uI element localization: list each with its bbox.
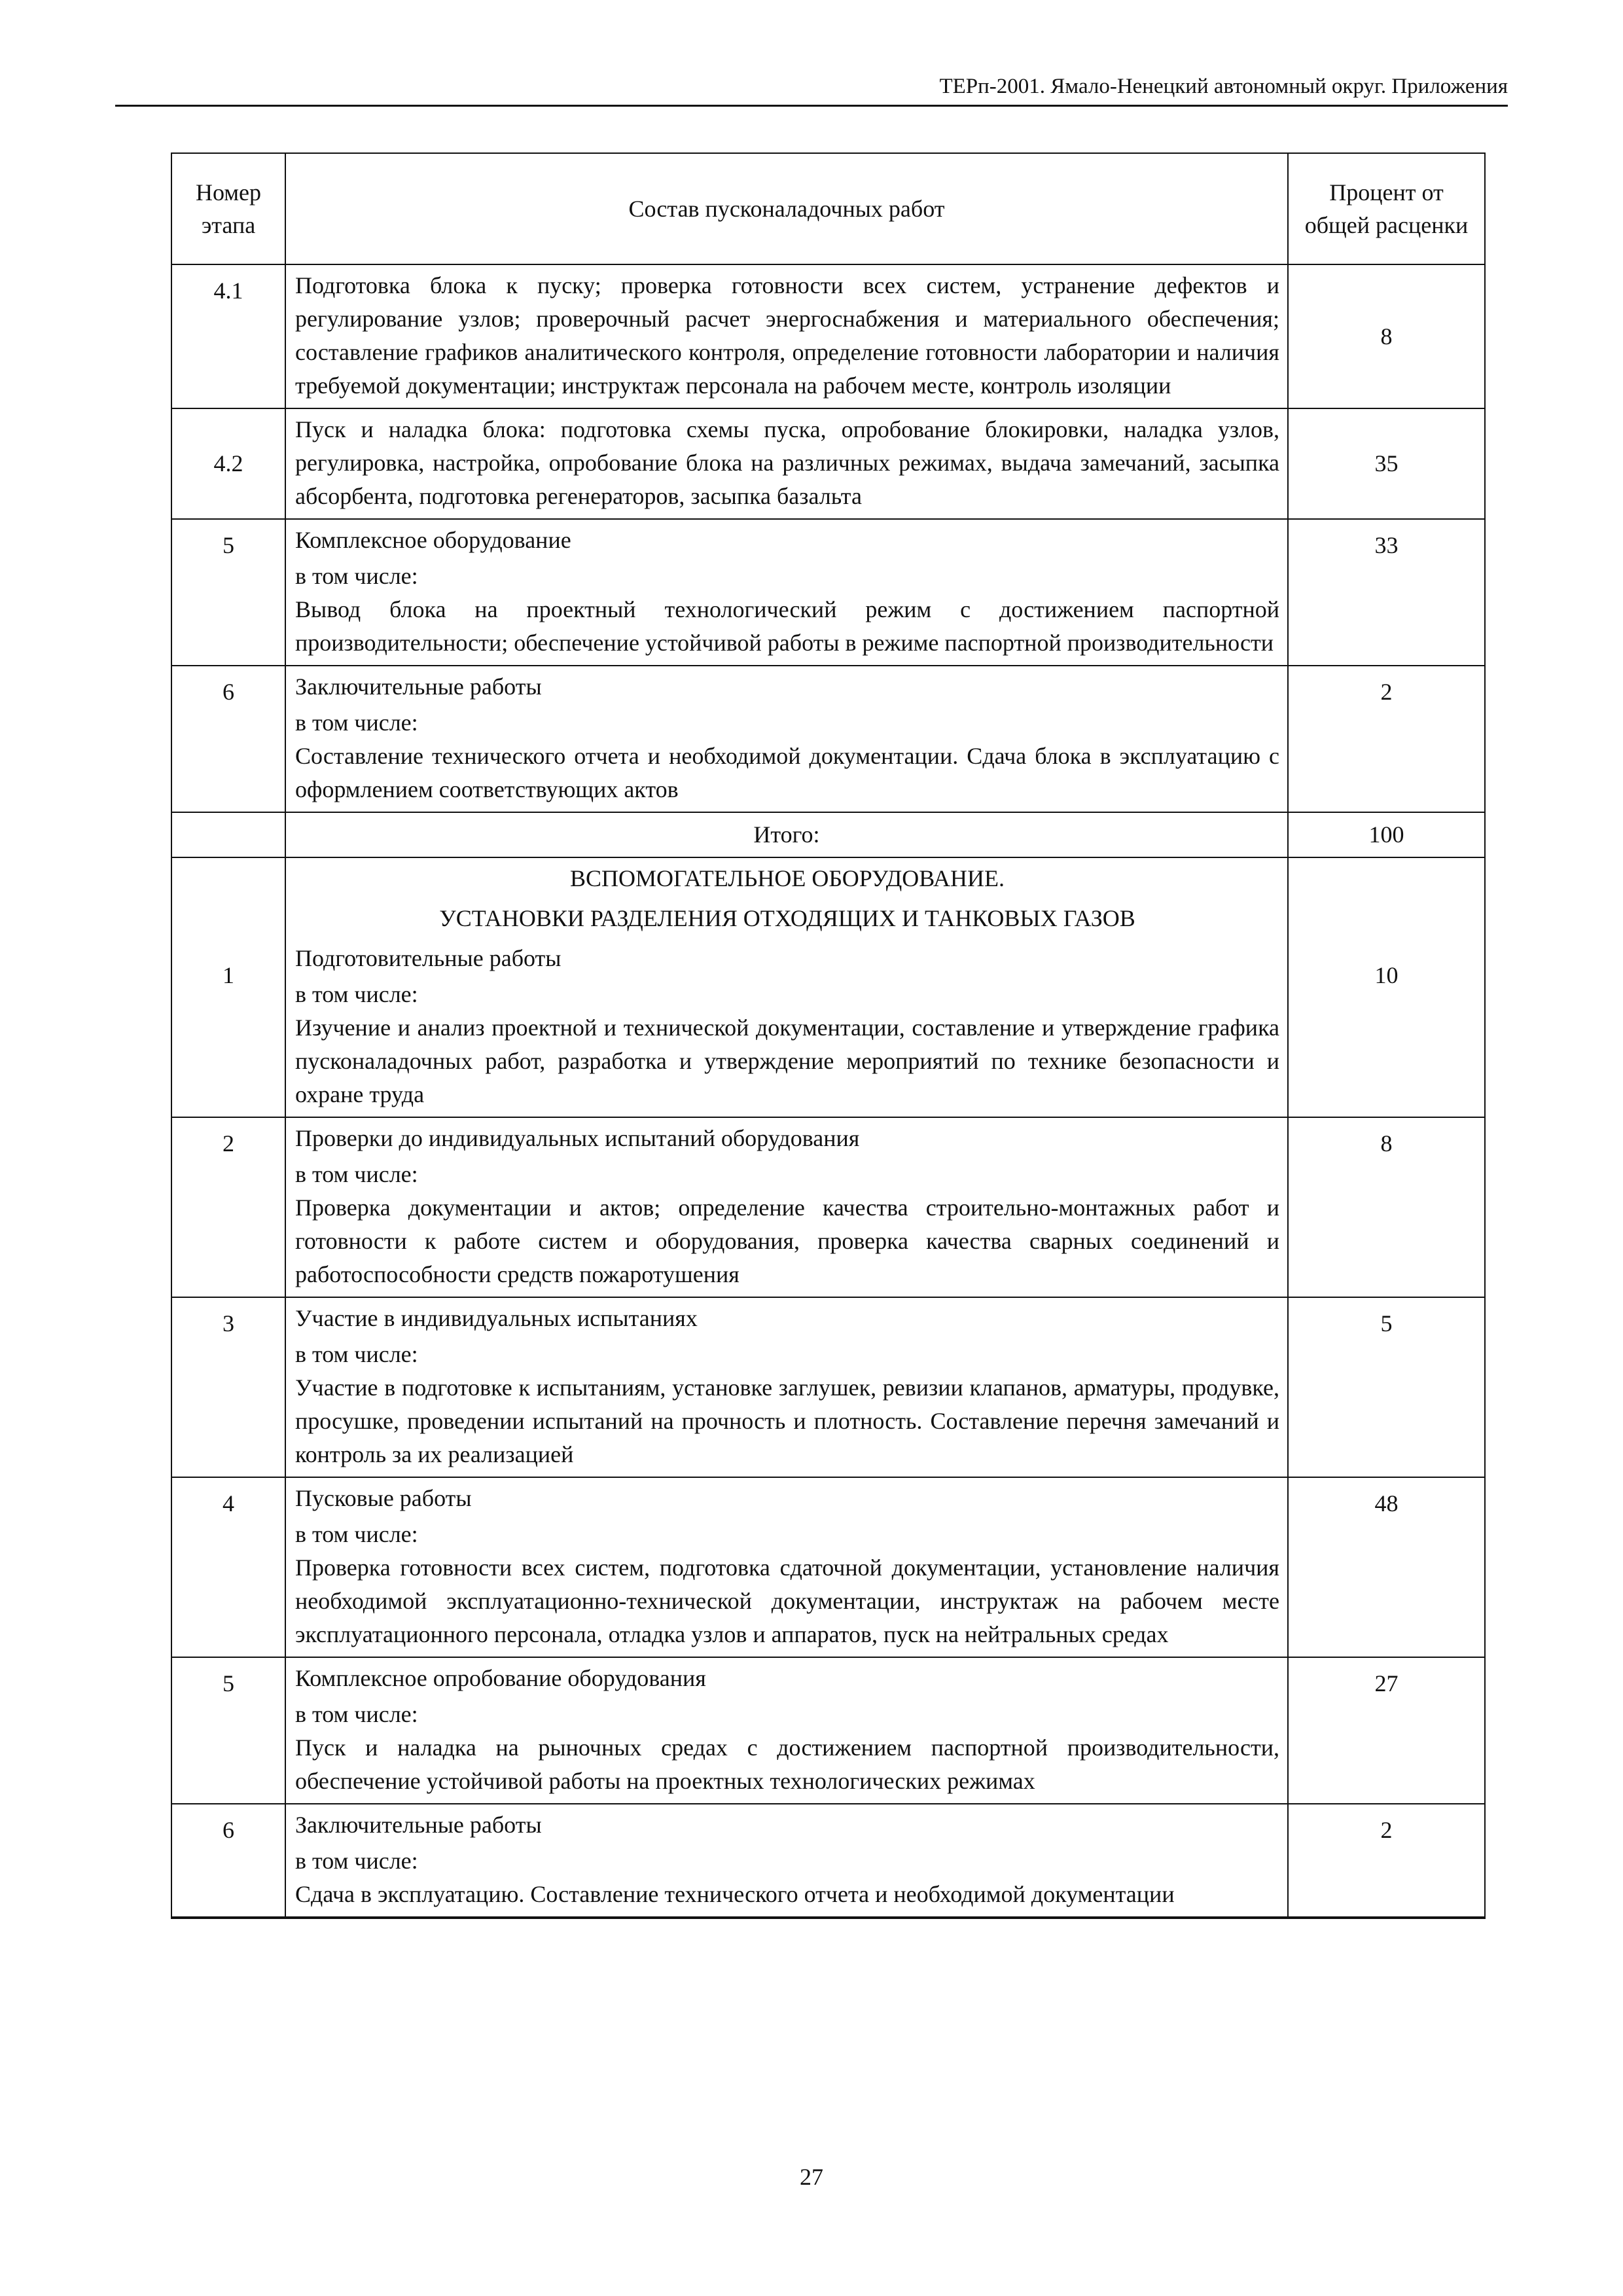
stage-body: Сдача в эксплуатацию. Составление технического отчета и необходимой документации — [295, 1881, 1175, 1907]
stage-body: Проверка готовности всех систем, подготовка сдаточной документации, установление наличия необходимой эксплуатационно-технической документации, инструктаж на рабочем месте эксплуатационного персонала, отладка узлов и аппаратов, пуск на нейтральных средах — [295, 1554, 1279, 1647]
stage-subtitle: в том числе: — [295, 1521, 418, 1547]
stage-body: Участие в подготовке к испытаниям, установке заглушек, ревизии клапанов, арматуры, продувке, просушке, проведении испытаний на прочность и плотность. Составление перечня замечаний и контроль за их реализацией — [295, 1374, 1279, 1467]
stage-subtitle: в том числе: — [295, 1701, 418, 1727]
stage-title: Подготовительные работы — [295, 945, 562, 971]
stage-percent: 2 — [1288, 1804, 1485, 1918]
stage-percent: 2 — [1288, 666, 1485, 812]
stage-body: Пуск и наладка на рыночных средах с достижением паспортной производительности, обеспечение устойчивой работы на проектных технологических режимах — [295, 1734, 1279, 1794]
stage-number: 5 — [171, 519, 285, 666]
stage-percent: 35 — [1288, 408, 1485, 519]
stage-description — [285, 1477, 1288, 1657]
table-row — [171, 1657, 1485, 1804]
total-empty-cell — [171, 812, 285, 857]
total-value: 100 — [1288, 812, 1485, 857]
table-row — [171, 1477, 1485, 1657]
stage-subtitle: в том числе: — [295, 709, 418, 736]
stage-percent: 5 — [1288, 1297, 1485, 1477]
stage-description — [285, 1804, 1288, 1918]
stage-title: Участие в индивидуальных испытаниях — [295, 1305, 698, 1331]
stage-title: Заключительные работы — [295, 673, 542, 700]
stage-body: Вывод блока на проектный технологический режим с достижением паспортной производительности; обеспечение устойчивой работы в режиме паспортной производительности — [295, 596, 1279, 656]
stage-number: 6 — [171, 1804, 285, 1918]
stage-description — [285, 1657, 1288, 1804]
stage-description — [285, 857, 1288, 1117]
table-row — [171, 666, 1485, 812]
stage-description — [285, 666, 1288, 812]
stage-body: Составление технического отчета и необходимой документации. Сдача блока в эксплуатацию с оформлением соответствующих актов — [295, 743, 1279, 802]
table-row — [171, 1804, 1485, 1918]
stage-title: Заключительные работы — [295, 1812, 542, 1838]
stage-title: Комплексное опробование оборудования — [295, 1665, 706, 1691]
stage-title: Проверки до индивидуальных испытаний оборудования — [295, 1125, 860, 1151]
stage-description — [285, 519, 1288, 666]
table-row — [171, 519, 1485, 666]
stage-subtitle: в том числе: — [295, 563, 418, 589]
stage-number: 2 — [171, 1117, 285, 1297]
stage-body: Подготовка блока к пуску; проверка готовности всех систем, устранение дефектов и регулирование узлов; проверочный расчет энергоснабжения и материального обеспечения; составление графиков аналитического контроля, определение готовности лаборатории и наличия требуемой документации; инструктаж персонала на рабочем месте, контроль изоляции — [295, 272, 1279, 399]
stage-percent: 48 — [1288, 1477, 1485, 1657]
header-percent: Процент от общей расценки — [1288, 153, 1485, 264]
running-header — [115, 71, 1508, 107]
stage-number: 5 — [171, 1657, 285, 1804]
stage-subtitle: в том числе: — [295, 1341, 418, 1367]
stage-percent: 10 — [1288, 857, 1485, 1117]
stage-percent: 8 — [1288, 264, 1485, 408]
stage-body: Проверка документации и актов; определение качества строительно-монтажных работ и готовности к работе систем и оборудования, проверка качества сварных соединений и работоспособности средств пожаротушения — [295, 1194, 1279, 1287]
stage-number: 6 — [171, 666, 285, 812]
stage-title: Комплексное оборудование — [295, 527, 571, 553]
stage-description — [285, 1297, 1288, 1477]
stage-body: Изучение и анализ проектной и технической документации, составление и утверждение графика пусконаладочных работ, разработка и утверждение мероприятий по технике безопасности и охране труда — [295, 1014, 1279, 1107]
stage-description — [285, 1117, 1288, 1297]
stage-body: Пуск и наладка блока: подготовка схемы пуска, опробование блокировки, наладка узлов, регулировка, настройка, опробование блока на различных режимах, выдача замечаний, засыпка абсорбента, подготовка регенераторов, засыпка базальта — [295, 416, 1279, 509]
table-row — [171, 264, 1485, 408]
stage-subtitle: в том числе: — [295, 981, 418, 1007]
stage-subtitle: в том числе: — [295, 1161, 418, 1187]
total-row — [171, 812, 1485, 857]
table-row — [171, 1297, 1485, 1477]
stage-title: Пусковые работы — [295, 1485, 472, 1511]
stage-subtitle: в том числе: — [295, 1848, 418, 1874]
stage-description — [285, 408, 1288, 519]
stage-number: 1 — [171, 857, 285, 1117]
stage-number: 4 — [171, 1477, 285, 1657]
section-heading-line1: ВСПОМОГАТЕЛЬНОЕ ОБОРУДОВАНИЕ. — [569, 865, 1005, 891]
table-row — [171, 857, 1485, 1117]
page-number: 27 — [800, 2164, 823, 2190]
table-row — [171, 1117, 1485, 1297]
section-heading-line2: УСТАНОВКИ РАЗДЕЛЕНИЯ ОТХОДЯЩИХ И ТАНКОВЫХ ГАЗОВ — [439, 905, 1135, 931]
stage-description — [285, 264, 1288, 408]
stage-number: 4.1 — [171, 264, 285, 408]
stage-percent: 8 — [1288, 1117, 1485, 1297]
table-header-row — [171, 153, 1485, 264]
running-title: ТЕРп-2001. Ямало-Ненецкий автономный округ. Приложения — [939, 75, 1508, 98]
stage-percent: 33 — [1288, 519, 1485, 666]
stage-number: 3 — [171, 1297, 285, 1477]
stage-percent: 27 — [1288, 1657, 1485, 1804]
header-stage-number: Номер этапа — [171, 153, 285, 264]
works-table — [171, 152, 1486, 1919]
total-label: Итого: — [285, 812, 1288, 857]
stage-number: 4.2 — [171, 408, 285, 519]
table-row — [171, 408, 1485, 519]
header-composition: Состав пусконаладочных работ — [285, 153, 1288, 264]
